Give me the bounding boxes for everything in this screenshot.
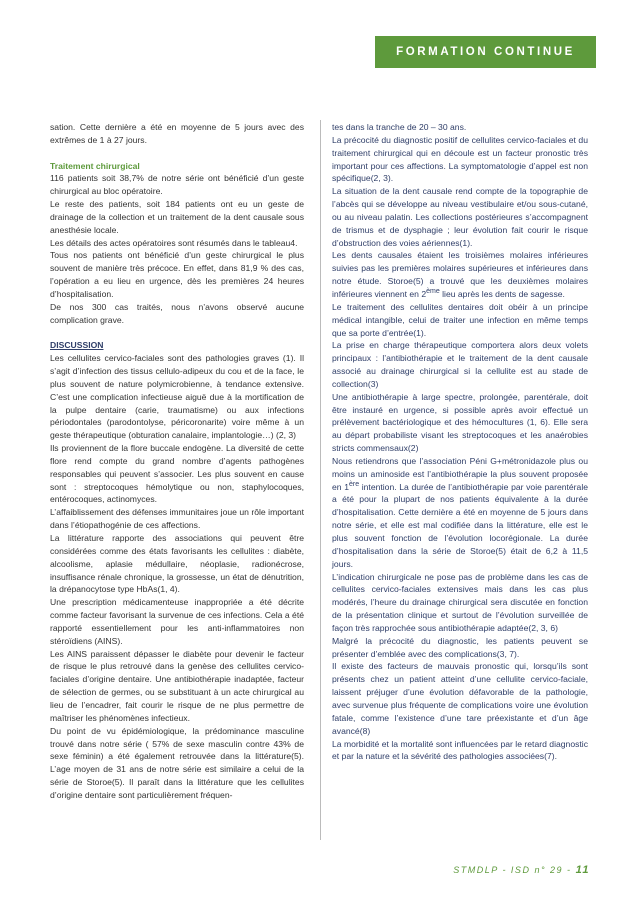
- paragraph: L’indication chirurgicale ne pose pas de problème dans les cas de cellulites cervico-faciales extensives mais dans les cas plus modérés, l’heure du drainage chirurgical sera discutée en fonction de la présentation clinique et surtout de l’évolution surveillée de façon très rapprochée sous antibiothérapie adaptée(2, 3, 6): [332, 571, 588, 633]
- superscript: ème: [426, 288, 440, 296]
- paragraph: Une antibiothérapie à large spectre, prolongée, parentérale, doit être instauré en urgence, si possible après avoir effectué un prélèvement bactériologique et des hémocultures (1, 6). Elle sera au départ probabiliste visant les streptocoques et les anaérobies stricts commensaux(2): [332, 391, 588, 454]
- paragraph: La prise en charge thérapeutique comportera alors deux volets principaux : l’antibiothérapie et le traitement de la dent causale associé au drainage chirurgical si la cellulite est au stade de collection(3): [332, 340, 588, 389]
- paragraph: De nos 300 cas traités, nous n’avons observé aucune complication grave.: [50, 301, 304, 325]
- paragraph: Les AINS paraissent dépasser le diabète pour devenir le facteur de risque le plus retrouvé dans la genèse des cellulites cervico-faciales d’origine dentaire. Une antibiothérapie inadaptée, facteur de sélection de germes, ou se substituant à un acte chirurgical au lieu de l’encadrer, fait courir le risque de ne plus permettre de maîtriser les phénomènes infectieux.: [50, 648, 304, 723]
- paragraph: Du point de vu épidémiologique, la prédominance masculine trouvé dans notre série ( 57% de sexe masculin contre 43% de sexe féminin) a été également retrouvée dans la littérature(5). L’age moyen de 31 ans de notre série est similaire a celui de la série de Storoe(5). Il paraît dans la littérature que les cellulites d’origine dentaire sont particulièrement fréquen-: [50, 725, 304, 800]
- paragraph: Ils proviennent de la flore buccale endogène. La diversité de cette flore rend compte du grand nombre d’agents pathogènes responsables qui peuvent s’associer. Les plus souvent en cause sont : streptocoques hémolytique ou non, staphylocoques, entérocoques, actinomyces.: [50, 443, 304, 505]
- paragraph: Le reste des patients, soit 184 patients ont eu un geste de drainage de la collection et un traitement de la dent causale sous anesthésie locale.: [50, 199, 304, 235]
- paragraph: [332, 455, 588, 571]
- paragraph: Les détails des actes opératoires sont résumés dans le tableau4.: [50, 237, 298, 248]
- paragraph: La situation de la dent causale rend compte de la topographie de l’abcès qui se développe au niveau vestibulaire et/ou sous-cutané, ou au niveau palatin. Les collections postérieures s’accompagnent de trismus et de dysphagie ; leur évolution fait courir le risque d’obstruction des voies aériennes(1).: [332, 186, 588, 248]
- paragraph-text: intention. La durée de l’antibiothérapie par voie parentérale a été pour la plupart de nos patients équivalente à la durée d’hospitalisation. Cette dernière a été en moyenne de 5 jours dans notre série, et elle est mal codifiée dans la littérature, elle est le plus souvent fonction de l’évolution locorégionale. La durée d’hospitalisation dans la série de Storoe(5) était de 6,2 à 11,5 jours.: [332, 481, 589, 569]
- paragraph: sation. Cette dernière a été en moyenne de 5 jours avec des extrêmes de 1 à 27 jours.: [50, 122, 304, 145]
- paragraph: L’affaiblissement des défenses immunitaires joue un rôle important dans l’étiopathogénie de ces affections.: [50, 507, 304, 531]
- paragraph: tes dans la tranche de 20 – 30 ans.: [332, 122, 467, 132]
- paragraph: Une prescription médicamenteuse inappropriée a été décrite comme facteur favorisant la survenue de ces infections. Cela a été rapporté essentiellement pour les anti-inflammatoires non stéroïdiens (AINS).: [50, 597, 304, 646]
- column-divider: [320, 120, 321, 840]
- page-number: 11: [575, 864, 590, 876]
- paragraph: Malgré la précocité du diagnostic, les patients peuvent se présenter d’emblée avec des complications(3, 7).: [332, 635, 588, 659]
- paragraph: Il existe des facteurs de mauvais pronostic qui, lorsqu’ils sont présents chez un patient atteint d’une cellulite cervico-faciale, laissent préjuger d’une évolution défavorable de la pathologie, avec survenue plus fréquente de complications voire une évolution fatale, comme l’existence d’une tare préexistante et d’un âge avancé(8): [332, 661, 588, 736]
- paragraph: 116 patients soit 38,7% de notre série ont bénéficié d’un geste chirurgical au bloc opératoire.: [50, 173, 304, 197]
- journal-reference: STMDLP - ISD n° 29 -: [453, 865, 572, 875]
- paragraph: La littérature rapporte des associations qui peuvent être considérées comme des états favorisants les cellulites : diabète, alcoolisme, aplasie médullaire, néoplasie, radionécrose, insuffisance rénale chronique, la grossesse, un état de dénutrition, la drépanocytose type HbAs(1, 4).: [50, 533, 304, 595]
- subheading-surgical-treatment: Traitement chirurgical: [50, 160, 140, 171]
- superscript: ère: [348, 480, 360, 488]
- section-header-banner: [375, 36, 596, 68]
- paragraph-text: lieu après les dents de sagesse.: [439, 288, 565, 299]
- left-column: [50, 121, 304, 802]
- section-title: FORMATION CONTINUE: [396, 46, 575, 58]
- subheading-discussion: DISCUSSION: [50, 340, 104, 351]
- right-column: [332, 121, 588, 763]
- paragraph: La morbidité et la mortalité sont influencées par le retard diagnostic et par la nature et la sévérité des pathologies associées(7).: [332, 738, 588, 762]
- paragraph-text: Nous retiendrons que l’association Péni G+métronidazole plus ou moins un aminoside est l’antibiothérapie la plus souvent proposée en 1: [332, 455, 588, 492]
- paragraph: Tous nos patients ont bénéficié d’un geste chirurgical le plus souvent de manière très précoce. En effet, dans 81,9 % des cas, l’opération a eu lieu en urgence, dès les premières 24 heures d’hospitalisation.: [50, 250, 304, 299]
- paragraph: Les cellulites cervico-faciales sont des pathologies graves (1). Il s’agit d’infection des tissus cellulo-adipeux du cou et de la face, le plus souvent de nature polymicrobienne, à tendance extensive. C’est une complication infectieuse aiguë due à la mortification de la pulpe dentaire (carie, traumatisme) ou aux infections périodontales (parodontolyse, péricoronarite) voire même à un geste thérapeutique (obturation canalaire, implantologie…) (2, 3): [50, 353, 304, 441]
- paragraph: La précocité du diagnostic positif de cellulites cervico-faciales et du traitement chirurgical qui en découle est un facteur pronostic très important pour ces affections. La symptomatologie d’appel est non spécifique(2, 3).: [332, 134, 588, 184]
- paragraph: Le traitement des cellulites dentaires doit obéir à un principe médical intangible, celui de traiter une infection en même temps que sa porte d’entrée(1).: [332, 301, 588, 338]
- paragraph-text: Les dents causales étaient les troisièmes molaires inférieures suivies pas les premières molaires supérieures et inférieures dans notre étude. Storoe(5) a trouvé que les deuxièmes molaires inférieures viennent en 2: [332, 250, 588, 299]
- paragraph: [332, 249, 588, 300]
- page-footer: [453, 864, 590, 876]
